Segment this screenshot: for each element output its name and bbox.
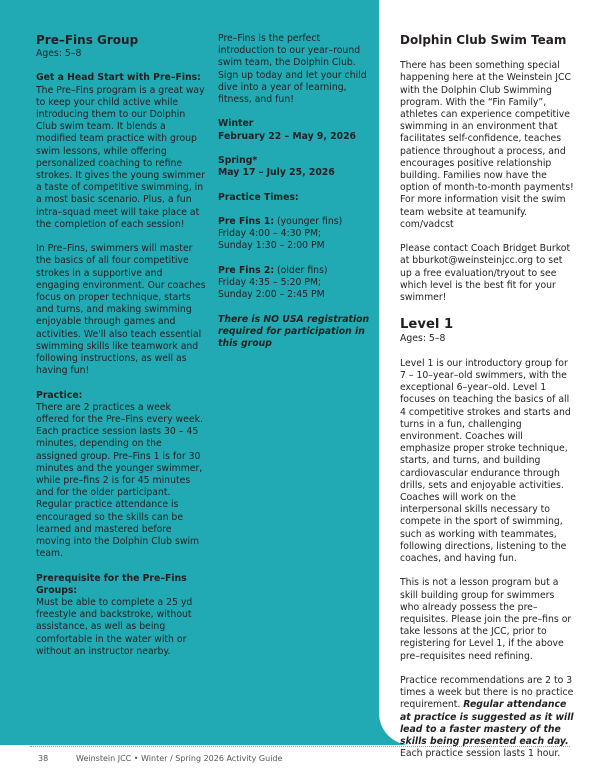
- practice-rec-end: Each practice session lasts 1 hour.: [400, 748, 561, 760]
- level-1-title: Level 1: [400, 317, 454, 333]
- head-start-section: [36, 72, 206, 231]
- practice-rec-text: Practice recommendations are 2 to 3 times a week but there is no practice requirement.: [400, 675, 574, 711]
- prerequisite-section: [36, 573, 206, 658]
- pre-fins-2-schedule: [218, 265, 378, 302]
- winter-label: Winter: [218, 118, 254, 130]
- winter-dates: February 22 – May 9, 2026: [218, 130, 357, 142]
- practice-heading: Practice:: [36, 389, 83, 401]
- pre-fins-2-label: Pre Fins 2:: [218, 264, 275, 276]
- prerequisite-heading: Prerequisite for the Pre–Fins Groups:: [36, 572, 187, 596]
- practice-body: There are 2 practices a week offered for the Pre–Fins every week. Each practice session lasts 30 – 45 minutes, depending on the assigned group. Pre–Fins 1 is for 30 minutes and the younger swimmer, while pre–fins 2 is for 45 minutes and for the older participant. Regular practice attendance is encouraged so the skills can be learned and mastered before moving into the Dolphin Club swim team.: [36, 401, 203, 560]
- page-number: 38: [38, 754, 49, 763]
- dolphin-club-intro: There has been something special happening here at the Weinstein JCC with the Dolphin Club Swimming program. With the “Fin Family”, athletes can experience competitive swimming in an environment that facilitates self-confidence, teaches patience throughout a process, and encourages positive relationship building. Families now have the option of month-to-month payments! For more information visit the swim team website at teamunify. com/vadcst: [400, 60, 574, 230]
- spring-label: Spring*: [218, 155, 258, 166]
- pre-fins-description: In Pre–Fins, swimmers will master the basics of all four competitive strokes in a supportive and engaging environment. Our coaches focus on proper technique, starts and turns, and making swimming enjoyable through games and activities. We'll also teach essential swimming skills like teamwork and following instructions, as well as having fun!: [36, 243, 206, 377]
- pre-fins-1-note: (younger fins): [274, 215, 343, 227]
- pre-fins-column: [36, 33, 206, 670]
- practice-rec-emphasis: Regular attendance at practice is suggested as it will lead to a faster mastery of the skills being presented each day.: [400, 699, 574, 748]
- prerequisite-body: Must be able to complete a 25 yd freestyle and backstroke, without assistance, as well as being comfortable in the water with or without an instructor nearby.: [36, 597, 193, 657]
- spring-session: [218, 155, 378, 179]
- usa-registration-note: There is NO USA registration required for participation in this group: [218, 313, 370, 349]
- practice-section: [36, 390, 206, 561]
- practice-times-label: Practice Times:: [218, 191, 299, 203]
- level-1-body: Level 1 is our introductory group for 7 – 10–year–old swimmers, with the exceptional 6–year–old. Level 1 focuses on teaching the basics of all 4 competitive strokes and starts and turns in a fun, challenging environment. Coaches will emphasize proper stroke technique, starts, and turns, and building cardiovascular endurance through drills, sets and enjoyable activities. Coaches will work on the interpersonal skills necessary to compete in the sport of swimming, such as working with teammates, following directions, listening to the coaches, and having fun.: [400, 357, 571, 565]
- pre-fins-1-label: Pre Fins 1:: [218, 215, 275, 227]
- dolphin-club-contact: Please contact Coach Bridget Burkot at bburkot@weinsteinjcc.org to set up a free evaluation/tryout to see which level is the best fit for your swimmer!: [400, 243, 571, 304]
- head-start-heading: Get a Head Start with Pre–Fins:: [36, 72, 201, 84]
- pre-fins-2-note: (older fins): [274, 264, 328, 276]
- pre-fins-ages: Ages: 5–8: [36, 48, 82, 59]
- head-start-body: The Pre–Fins program is a great way to keep your child active while introducing them to our Dolphin Club swim team. It blends a modified team practice with group swim lessons, while offering personalized coaching to refine strokes. It gives the young swimmer a taste of competitive swimming, in a most basic scenario. Plus, a fun intra–squad meet will take place at the completion of each session!: [36, 84, 205, 230]
- practice-times-heading: [218, 192, 378, 204]
- footer-text: Weinstein JCC • Winter / Spring 2026 Activity Guide: [76, 754, 283, 763]
- pre-fins-1-sunday: Sunday 1:30 – 2:00 PM: [218, 240, 325, 252]
- dolphin-club-title: Dolphin Club Swim Team: [400, 33, 567, 47]
- level-1-ages: Ages: 5–8: [400, 333, 446, 345]
- pre-fins-title: Pre–Fins Group: [36, 33, 139, 47]
- pre-fins-1-schedule: [218, 216, 378, 253]
- footer-divider: [30, 746, 570, 747]
- spring-dates: May 17 – July 25, 2026: [218, 167, 335, 179]
- pre-fins-1-friday: Friday 4:00 – 4:30 PM;: [218, 228, 322, 240]
- schedule-column: [218, 33, 378, 362]
- page-footer: [0, 745, 600, 776]
- pre-fins-2-sunday: Sunday 2:00 – 2:45 PM: [218, 289, 325, 301]
- not-lesson-note: This is not a lesson program but a skill building group for swimmers who already possess the pre–requisites. Please join the pre–fins or take lessons at the JCC, prior to registering for Level 1, if the above pre–requisites need refining.: [400, 577, 572, 662]
- dolphin-club-column: [400, 33, 575, 773]
- winter-session: [218, 118, 378, 142]
- pre-fins-intro: Pre–Fins is the perfect introduction to our year–round swim team, the Dolphin Club. Sign up today and let your child dive into a year of learning, fitness, and fun!: [218, 33, 367, 106]
- pre-fins-2-friday: Friday 4:35 – 5:20 PM;: [218, 276, 322, 288]
